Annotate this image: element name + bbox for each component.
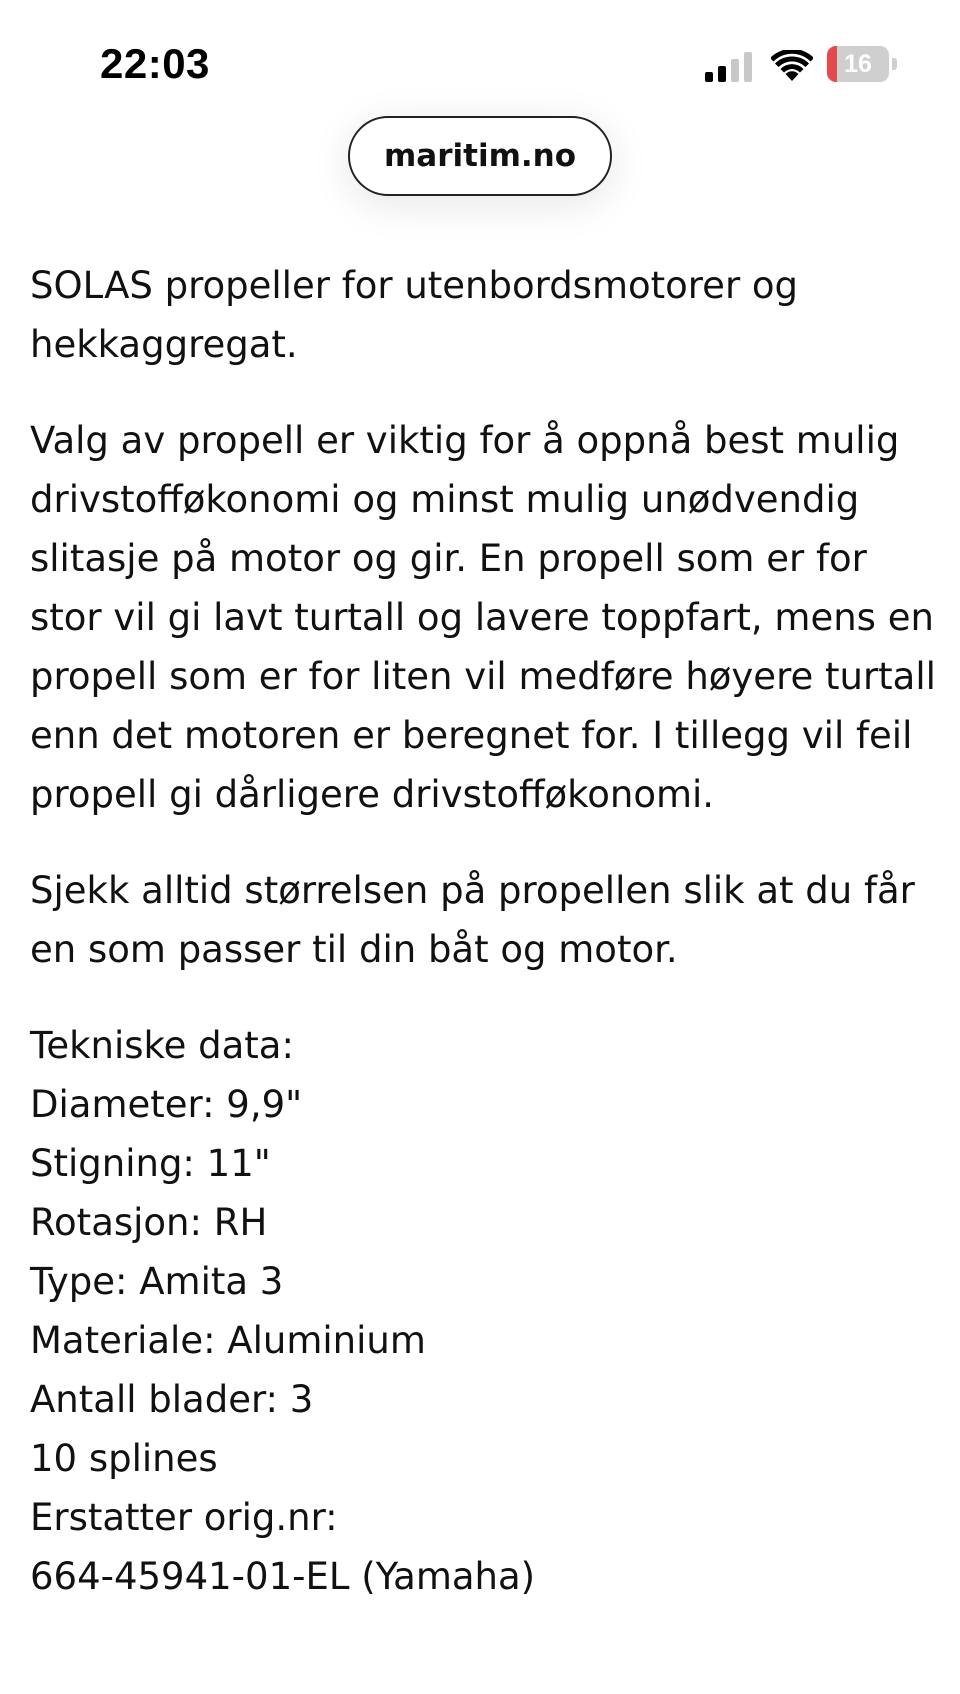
status-time: 22:03 [100,40,210,87]
status-bar [0,0,960,120]
description-paragraph: Valg av propell er viktig for å oppnå best mulig drivstofføkonomi og minst mulig unødvendig slitasje på motor og gir. En propell som er for stor vil gi lavt turtall og lavere toppfart, mens en propell som er for liten vil medføre høyere turtall enn det motoren er beregnet for. I tillegg vil feil propell gi dårligere drivstofføkonomi. [30,419,936,816]
intro-paragraph: SOLAS propeller for utenbordsmotorer og hekkaggregat. [30,264,799,366]
specs-heading: Tekniske data: [30,1024,294,1067]
battery-icon [827,46,897,82]
spec-pitch: Stigning: 11" [30,1142,271,1185]
address-bar[interactable]: maritim.no [348,116,612,196]
size-advice-paragraph: Sjekk alltid størrelsen på propellen slik at du får en som passer til din båt og motor. [30,869,915,971]
battery-tip [892,58,897,70]
battery-level: 16 [844,50,872,78]
spec-original-part-number: 664-45941-01-EL (Yamaha) [30,1555,536,1598]
spec-blade-count: Antall blader: 3 [30,1378,314,1421]
spec-splines: 10 splines [30,1437,218,1480]
article-content [30,256,945,1606]
spec-diameter: Diameter: 9,9" [30,1083,303,1126]
battery-body [827,46,889,82]
spec-replaces-label: Erstatter orig.nr: [30,1496,338,1539]
technical-specs [30,1016,945,1606]
spec-type: Type: Amita 3 [30,1260,284,1303]
wifi-icon [771,50,813,82]
spec-material: Materiale: Aluminium [30,1319,426,1362]
spec-rotation: Rotasjon: RH [30,1201,268,1244]
cellular-signal-icon [705,52,753,82]
